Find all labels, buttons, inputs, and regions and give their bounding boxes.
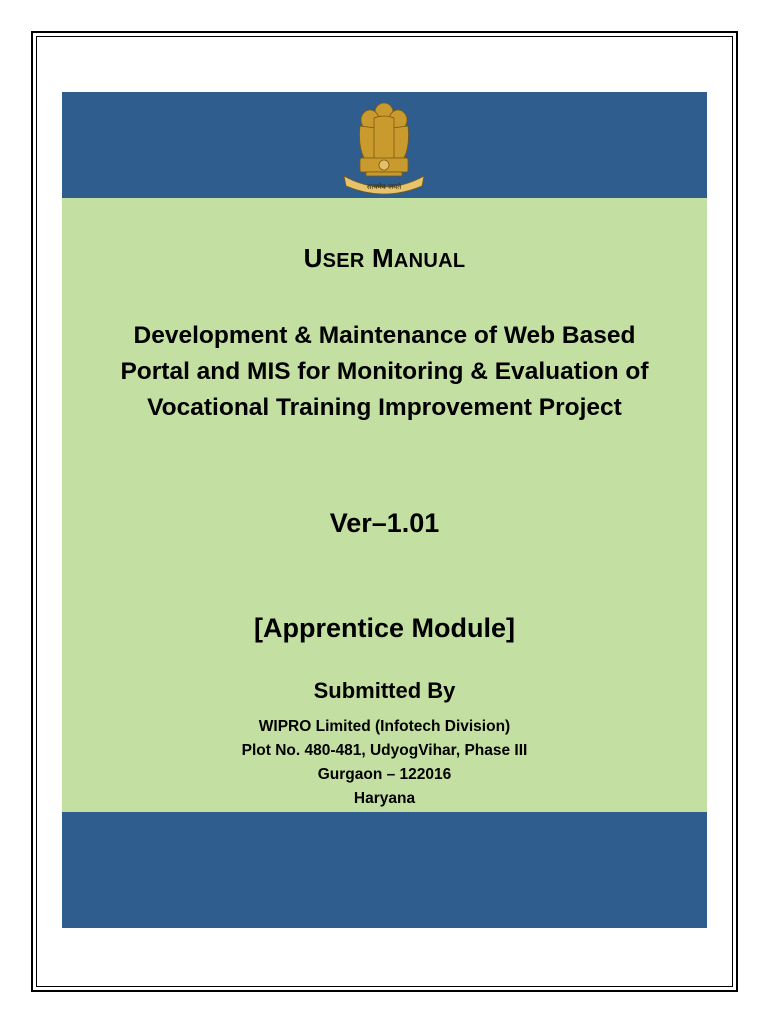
- module-label: [Apprentice Module]: [254, 613, 515, 643]
- submitted-by-heading: Submitted By: [313, 678, 456, 703]
- address-block: [62, 715, 707, 811]
- version-label: Ver–1.01: [329, 508, 440, 538]
- address-line: Gurgaon – 122016: [317, 766, 452, 783]
- address-line: Plot No. 480-481, UdyogVihar, Phase III: [241, 742, 528, 759]
- document-title: [62, 243, 707, 274]
- title-rest-2: ANUAL: [393, 250, 466, 272]
- title-rest-1: SER: [322, 250, 365, 272]
- project-title-line: Vocational Training Improvement Project: [147, 394, 622, 421]
- project-title-line: Portal and MIS for Monitoring & Evaluation of: [120, 358, 649, 385]
- project-title: [62, 318, 707, 426]
- project-title-line: Development & Maintenance of Web Based: [133, 322, 636, 349]
- title-initial-1: U: [303, 243, 323, 273]
- emblem-motto: सत्यमेव जयते: [366, 183, 402, 191]
- address-line: Haryana: [353, 790, 416, 807]
- title-initial-2: M: [371, 243, 394, 273]
- address-line: WIPRO Limited (Infotech Division): [258, 718, 511, 735]
- national-emblem-icon: [336, 98, 432, 196]
